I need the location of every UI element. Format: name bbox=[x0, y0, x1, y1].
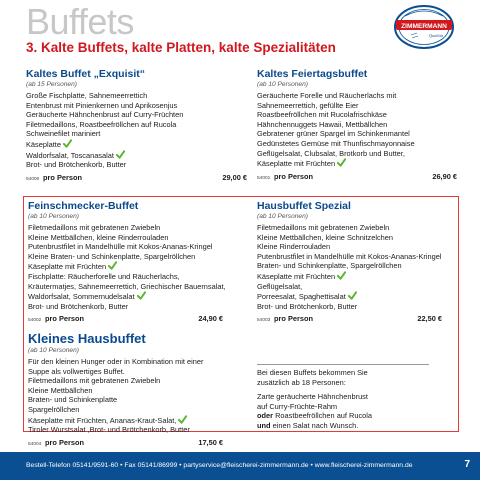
article-code: 54000 bbox=[26, 176, 40, 182]
menu-item-text: Käseplatte mit Früchten, Ananas-Kraut-Salat, bbox=[28, 415, 177, 425]
menu-item-text: Gebratener grüner Spargel im Schinkenmantel bbox=[257, 129, 410, 139]
menu-item bbox=[257, 158, 457, 169]
buffet-items bbox=[257, 223, 442, 311]
green-checkmark-icon bbox=[337, 158, 346, 167]
green-checkmark-icon bbox=[337, 271, 346, 280]
article-code: 54004 bbox=[28, 441, 42, 447]
buffet-persons: (ab 15 Personen) bbox=[26, 81, 77, 88]
menu-item bbox=[257, 282, 442, 292]
per-person-label: pro Person bbox=[274, 314, 314, 324]
menu-item-text: Brot- und Brötchenkorb, Butter bbox=[28, 301, 129, 311]
buffet-persons: (ab 10 Personen) bbox=[28, 347, 79, 354]
menu-item bbox=[26, 160, 247, 170]
menu-item bbox=[28, 242, 223, 252]
menu-item bbox=[257, 101, 457, 111]
buffet-persons: (ab 10 Personen) bbox=[28, 213, 79, 220]
menu-item-text: Käseplatte mit Früchten bbox=[257, 159, 336, 169]
per-person-label: pro Person bbox=[274, 171, 314, 181]
article-code: 54002 bbox=[28, 318, 42, 324]
menu-item-text: Braten- und Schinkenplatte, Spargelröllchen bbox=[257, 261, 402, 271]
price-row bbox=[28, 438, 223, 449]
buffet-items bbox=[257, 91, 457, 169]
menu-item-text: Käseplatte mit Früchten bbox=[257, 271, 336, 281]
page-title: Buffets bbox=[26, 1, 134, 42]
per-person-label: pro Person bbox=[43, 172, 83, 182]
buffet-title: Kaltes Feiertagsbuffet bbox=[257, 68, 368, 80]
menu-item bbox=[28, 261, 223, 272]
menu-item bbox=[28, 405, 223, 415]
price: 26,90 € bbox=[432, 171, 457, 181]
menu-item bbox=[26, 110, 247, 120]
note-text: einen Salat nach Wunsch. bbox=[270, 420, 359, 430]
menu-item bbox=[26, 129, 247, 139]
menu-item-text: Waldorfsalat, Sommernudelsalat bbox=[28, 292, 135, 302]
logo-text: ZIMMERMANN bbox=[401, 22, 447, 30]
per-person-label: pro Person bbox=[45, 437, 85, 447]
green-checkmark-icon bbox=[178, 415, 187, 424]
menu-item-text: Porreesalat, Spaghettisalat bbox=[257, 292, 346, 302]
menu-item bbox=[26, 120, 247, 130]
buffet-items bbox=[28, 357, 223, 435]
menu-item-text: Für den kleinen Hunger oder in Kombination mit einer bbox=[28, 357, 204, 366]
menu-item bbox=[28, 386, 223, 396]
price: 22,50 € bbox=[417, 314, 442, 324]
buffet-title: Hausbuffet Spezial bbox=[257, 200, 351, 212]
menu-item bbox=[28, 357, 223, 367]
buffet-feiertag bbox=[257, 68, 457, 183]
price: 29,00 € bbox=[222, 172, 247, 182]
menu-item bbox=[28, 233, 223, 243]
menu-item bbox=[28, 425, 223, 435]
menu-item-text: Kräutermatjes, Sahnemeerrettich, Griechischer Bauernsalat, bbox=[28, 281, 226, 291]
menu-item-text: Filetmedaillons, Roastbeefröllchen auf Rucola bbox=[26, 119, 177, 129]
menu-item-text: Gedünstetes Gemüse mit Thunfischmayonnaise bbox=[257, 138, 415, 148]
menu-item-text: Suppe als vollwertiges Buffet. bbox=[28, 366, 125, 376]
green-checkmark-icon bbox=[137, 291, 146, 300]
menu-item-text: Geflügelsalat, Clubsalat, Brotkorb und Butter, bbox=[257, 148, 405, 158]
menu-item bbox=[26, 101, 247, 111]
buffet-items bbox=[28, 223, 226, 311]
menu-item bbox=[28, 302, 223, 312]
price: 24,90 € bbox=[198, 314, 223, 324]
buffet-feinschmecker bbox=[28, 200, 226, 325]
menu-item-text: Filetmedaillons mit gebratenen Zwiebeln bbox=[28, 223, 161, 232]
note-text: Roastbeefröllchen auf Rucola bbox=[273, 411, 373, 421]
zimmermann-logo bbox=[393, 4, 455, 50]
price-row bbox=[257, 314, 442, 325]
buffet-hausbuffet-spezial bbox=[257, 200, 442, 325]
menu-item bbox=[28, 367, 223, 377]
footer-bar bbox=[0, 452, 480, 480]
menu-item-text: Hähnchennuggets Hawaii, Mettbällchen bbox=[257, 119, 388, 129]
menu-item-text: Putenbrustfilet in Mandelhülle mit Kokos-Ananas-Kringel bbox=[257, 251, 442, 261]
menu-item-text: Roastbeefröllchen mit Rucolafrischkäse bbox=[257, 110, 387, 120]
menu-item bbox=[28, 395, 223, 405]
menu-item bbox=[28, 376, 223, 386]
menu-item-text: Fischplatte: Räucherforelle und Räucherlachs, bbox=[28, 271, 180, 281]
article-code: 54003 bbox=[257, 318, 271, 324]
article-code: 54001 bbox=[257, 175, 271, 181]
menu-item bbox=[257, 233, 442, 243]
menu-item-text: Geräucherte Forelle und Räucherlachs mit bbox=[257, 91, 397, 100]
menu-item-text: Waldorfsalat, Toscanasalat bbox=[26, 150, 114, 160]
note-line bbox=[257, 411, 407, 421]
menu-item-text: Braten- und Schinkenplatte bbox=[28, 395, 118, 405]
menu-item bbox=[28, 415, 223, 426]
menu-item bbox=[26, 139, 247, 150]
menu-item bbox=[28, 281, 226, 292]
menu-item bbox=[26, 150, 247, 161]
green-checkmark-icon bbox=[348, 291, 357, 300]
menu-item-text: Schweinefilet mariniert bbox=[26, 129, 101, 139]
menu-item bbox=[257, 91, 457, 101]
menu-item bbox=[28, 252, 223, 262]
menu-item-text: Kleine Mettbällchen bbox=[28, 385, 93, 395]
menu-item bbox=[257, 120, 457, 130]
note-bold-word: und bbox=[257, 420, 271, 430]
buffet-persons: (ab 10 Personen) bbox=[257, 213, 308, 220]
buffet-title: Feinschmecker-Buffet bbox=[28, 200, 139, 212]
extra-offer-note bbox=[257, 368, 407, 431]
buffet-title: Kleines Hausbuffet bbox=[28, 331, 146, 346]
menu-item-text: Große Fischplatte, Sahnemeerrettich bbox=[26, 91, 148, 100]
menu-item-text: Käseplatte mit Früchten bbox=[28, 262, 107, 272]
buffet-kleines-hausbuffet bbox=[28, 331, 223, 449]
logo-subtext: Qualität bbox=[429, 33, 443, 38]
menu-item-text: Filetmedaillons mit gebratenen Zwiebeln bbox=[28, 376, 161, 386]
menu-item bbox=[28, 272, 223, 282]
menu-item bbox=[257, 242, 442, 252]
menu-item bbox=[257, 223, 442, 233]
buffet-items bbox=[26, 91, 247, 170]
menu-item bbox=[257, 149, 457, 159]
menu-item bbox=[28, 291, 223, 302]
menu-item-text: Tiroler Wurstsalat ,Brot- und Brötchenkorb, Butter bbox=[28, 425, 190, 435]
buffet-persons: (ab 10 Personen) bbox=[257, 81, 308, 88]
menu-item-text: Filetmedaillons mit gebratenen Zwiebeln bbox=[257, 223, 390, 232]
section-heading: 3. Kalte Buffets, kalte Platten, kalte Spezialitäten bbox=[26, 40, 336, 55]
menu-item-text: Kleine Braten- und Schinkenplatte, Spargelröllchen bbox=[28, 251, 196, 261]
menu-item bbox=[257, 261, 442, 271]
green-checkmark-icon bbox=[116, 150, 125, 159]
menu-item bbox=[257, 271, 442, 282]
page-number: 7 bbox=[464, 459, 470, 470]
note-line: Bei diesen Buffets bekommen Sie bbox=[257, 368, 368, 377]
green-checkmark-icon bbox=[108, 261, 117, 270]
green-checkmark-icon bbox=[63, 139, 72, 148]
price-row bbox=[28, 314, 223, 325]
note-bold-word: oder bbox=[257, 411, 274, 421]
note-line bbox=[257, 421, 407, 431]
menu-item-text: Geflügelsalat, bbox=[257, 281, 303, 291]
menu-item-text: Kleine Mettbällchen, kleine Schnitzelchen bbox=[257, 232, 393, 242]
note-line: zusätzlich ab 18 Personen: bbox=[257, 377, 346, 387]
price-row bbox=[257, 172, 457, 183]
per-person-label: pro Person bbox=[45, 314, 85, 324]
menu-item-text: Kleine Mettbällchen, kleine Rinderrouladen bbox=[28, 232, 169, 242]
menu-item bbox=[257, 302, 442, 312]
menu-item-text: Käseplatte bbox=[26, 139, 61, 149]
note-line: Zarte geräucherte Hähnchenbrust bbox=[257, 392, 368, 402]
menu-item bbox=[257, 139, 457, 149]
menu-item-text: Putenbrustfilet in Mandelhülle mit Kokos-Ananas-Kringel bbox=[28, 242, 213, 252]
menu-item bbox=[26, 91, 247, 101]
note-line: auf Curry-Früchte-Rahm bbox=[257, 401, 338, 411]
note-divider bbox=[257, 364, 429, 365]
menu-item-text: Brot- und Brötchenkorb, Butter bbox=[257, 301, 358, 311]
menu-item bbox=[28, 223, 223, 233]
buffet-title: Kaltes Buffet „Exquisit“ bbox=[26, 68, 146, 80]
menu-item bbox=[257, 129, 457, 139]
menu-item bbox=[257, 291, 442, 302]
menu-item-text: Geräucherte Hähnchenbrust auf Curry-Früchten bbox=[26, 110, 184, 120]
menu-item bbox=[257, 252, 442, 262]
price: 17,50 € bbox=[198, 437, 223, 447]
menu-item bbox=[257, 110, 457, 120]
menu-item-text: Entenbrust mit Pinienkernen und Aprikosenjus bbox=[26, 100, 178, 110]
buffet-exquisit bbox=[26, 68, 247, 184]
price-row bbox=[26, 173, 247, 184]
menu-item-text: Brot- und Brötchenkorb, Butter bbox=[26, 160, 127, 170]
footer-contact: Bestell-Telefon 05141/9591-60 • Fax 05141/86999 • partyservice@fleischerei-zimmermann.de • www.fleischerei-zimmermann.de bbox=[26, 462, 413, 469]
menu-item-text: Sahnemeerrettich, gefüllte Eier bbox=[257, 100, 359, 110]
menu-item-text: Spargelröllchen bbox=[28, 404, 80, 414]
menu-item-text: Kleine Rinderrouladen bbox=[257, 242, 331, 252]
